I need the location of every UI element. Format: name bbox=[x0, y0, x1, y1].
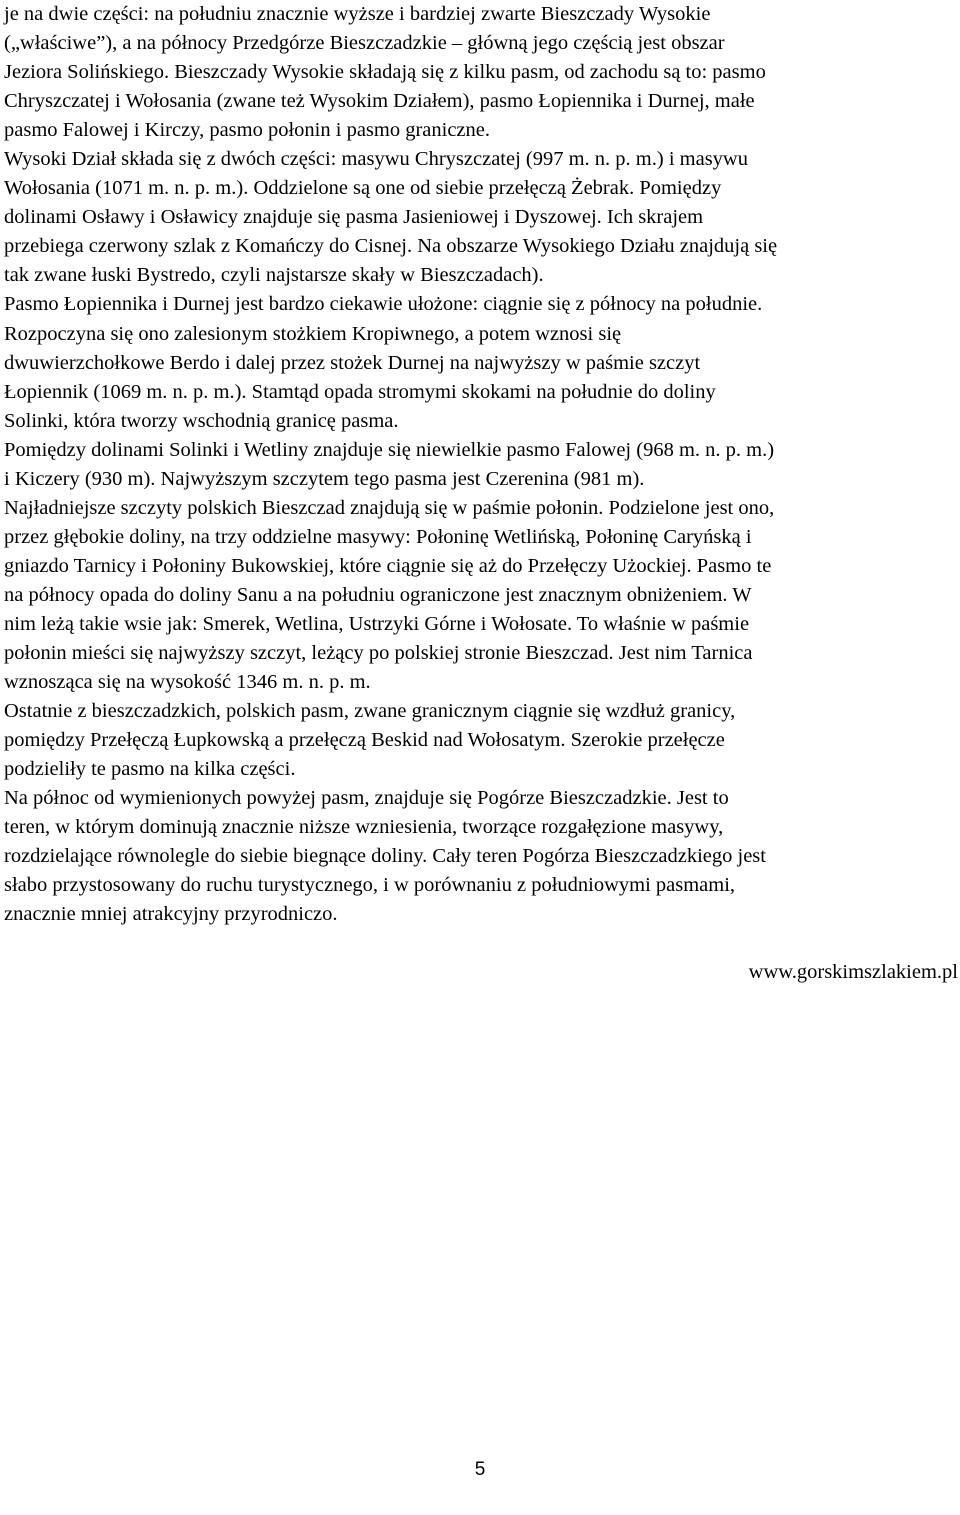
paragraph-poloniny: Najładniejsze szczyty polskich Bieszczad znajdują się w paśmie połonin. Podzielone jest ono, przez głębokie doliny, na trzy oddzielne masywy: Połoninę Wetlińską, Połoninę Caryńską i gniazdo Tarnicy i Połoniny Bukowskiej, które ciągnie się aż do Przełęczy Użockiej. Pasmo te na północy opada do doliny Sanu a na południu ograniczone jest znacznym obniżeniem. W nim leżą takie wsie jak: Smerek, Wetlina, Ustrzyki Górne i Wołosate. To właśnie w paśmie połonin mieści się najwyższy szczyt, leżący po polskiej stronie Bieszczad. Jest nim Tarnica wznosząca się na wysokość 1346 m. n. p. m. bbox=[4, 496, 775, 694]
paragraph-intro: je na dwie części: na południu znacznie wyższe i bardziej zwarte Bieszczady Wysokie („właściwe”), a na północy Przedgórze Bieszczadzkie – główną jego częścią jest obszar Jeziora Solińskiego. Bieszczady Wysokie składają się z kilku pasm, od zachodu są to: pasmo Chryszczatej i Wołosania (zwane też Wysokim Działem), pasmo Łopiennika i Durnej, małe pasmo Falowej i Kirczy, pasmo połonin i pasmo graniczne. bbox=[4, 3, 766, 142]
paragraph-pasmo-graniczne: Ostatnie z bieszczadzkich, polskich pasm, zwane granicznym ciągnie się wzdłuż granicy, pomiędzy Przełęczą Łupkowską a przełęczą Beskid nad Wołosatym. Szerokie przełęcze podzieliły te pasmo na kilka części. bbox=[4, 700, 736, 781]
document-page bbox=[4, 0, 954, 930]
paragraph-lopiennik: Pasmo Łopiennika i Durnej jest bardzo ciekawie ułożone: ciągnie się z północy na południe. Rozpoczyna się ono zalesionym stożkiem Kropiwnego, a potem wznosi się dwuwierzchołkowe Berdo i dalej przez stożek Durnej na najwyższy w paśmie szczyt Łopiennik (1069 m. n. p. m.). Stamtąd opada stromymi skokami na południe do doliny Solinki, która tworzy wschodnią granicę pasma. bbox=[4, 293, 763, 432]
paragraph-wysoki-dzial: Wysoki Dział składa się z dwóch części: masywu Chryszczatej (997 m. n. p. m.) i masywu Wołosania (1071 m. n. p. m.). Oddzielone są one od siebie przełęczą Żebrak. Pomiędzy dolinami Osławy i Osławicy znajduje się pasma Jasieniowej i Dyszowej. Ich skrajem przebiega czerwony szlak z Komańczy do Cisnej. Na obszarze Wysokiego Działu znajdują się tak zwane łuski Bystredo, czyli najstarsze skały w Bieszczadach). bbox=[4, 148, 778, 287]
paragraph-falowa: Pomiędzy dolinami Solinki i Wetliny znajduje się niewielkie pasmo Falowej (968 m. n. p. m.) i Kiczery (930 m). Najwyższym szczytem tego pasma jest Czerenina (981 m). bbox=[4, 438, 775, 490]
website-link: www.gorskimszlakiem.pl bbox=[748, 961, 958, 983]
body-text bbox=[4, 0, 954, 930]
page-number: 5 bbox=[474, 1459, 486, 1480]
paragraph-pogorze: Na północ od wymienionych powyżej pasm, znajduje się Pogórze Bieszczadzkie. Jest to teren, w którym dominują znacznie niższe wzniesienia, tworzące rozgałęzione masywy, rozdzielające równolegle do siebie biegnące doliny. Cały teren Pogórza Bieszczadzkiego jest słabo przystosowany do ruchu turystycznego, i w porównaniu z południowymi pasmami, znacznie mniej atrakcyjny przyrodniczo. bbox=[4, 787, 766, 926]
